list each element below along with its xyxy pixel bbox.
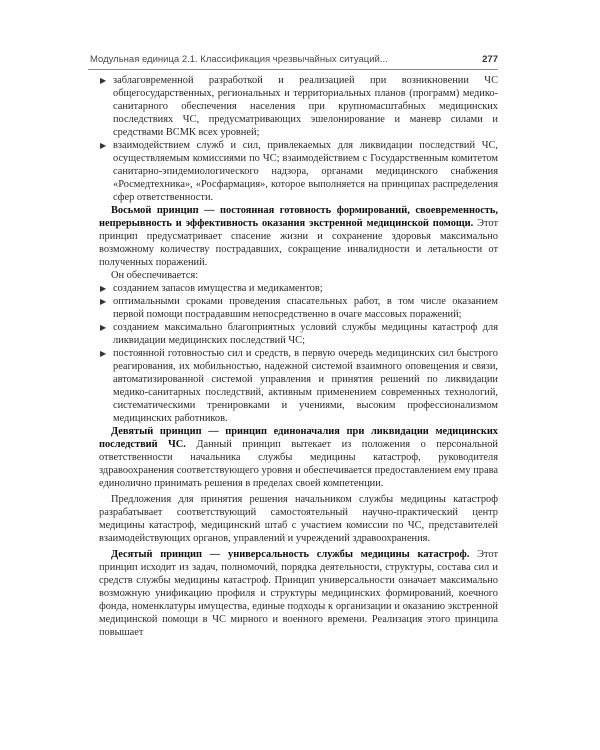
bullet-list-1 (99, 74, 498, 204)
provided-by-line: Он обеспечивается: (111, 270, 199, 281)
principle-10-heading: Десятый принцип — универсальность службы медицины катастроф. (111, 549, 470, 560)
header-rule (88, 69, 498, 70)
list-item: ▶ созданием запасов имущества и медикаментов; (100, 283, 323, 294)
list-item: ▶ оптимальными сроками проведения спасательных работ, в том числе оказанием первой помощи пострадавшим непосредственно в очаге массовых поражений; (100, 296, 498, 320)
bullet-arrow-icon: ▶ (100, 323, 107, 332)
bullet-arrow-icon: ▶ (100, 297, 107, 306)
list-item: ▶ созданием максимально благоприятных условий службы медицины катастроф для ликвидации медицинских последствий ЧС; (100, 322, 498, 346)
paragraph-principle-10: Десятый принцип — универсальность службы медицины катастроф. Этот принцип исходит из задач, полномочий, порядка деятельности, структуры, состава сил и средств службы медицины катастроф. Принцип универсальности означает максимально возможную унификацию профиля и структуры медицинских формирований, коечного фонда, номенклатуры имущества, единые подходы к организации и оказанию экстренной медицинской помощи в ЧС мирного и военного времени. Реализация этого принципа повышает (99, 549, 498, 638)
bullet-arrow-icon: ▶ (100, 284, 107, 293)
list-item: ▶ постоянной готовностью сил и средств, в первую очередь медицинских сил быстрого реагирования, их мобильностью, надежной системой взаимного оповещения и связи, автоматизированной системой управления и принятия решений по ликвидации медико-санитарных последствий, активным применением современных технологий, систематическими тренировками и учениями, высоким профессионализмом медицинских работников. (100, 348, 498, 424)
list-item: ▶ взаимодействием служб и сил, привлекаемых для ликвидации последствий ЧС, осуществляемым комиссиями по ЧС; взаимодействием с Государственным комитетом санитарно-эпидемиологического надзора, органами медицинского снабжения «Росмедтехника», «Росфармация», которое выполняется на принципах распределения сфер ответственности. (100, 140, 498, 203)
bullet-arrow-icon: ▶ (100, 141, 107, 150)
paragraph-principle-9: Девятый принцип — принцип единоначалия при ликвидации медицинских последствий ЧС. Данный принцип вытекает из положения о персональной ответственности начальника службы медицины катастроф, руководителя здравоохранения соответствующего уровня и обеспечивается предоставлением ему права единолично принимать решения в пределах своей компетенции. (99, 426, 498, 489)
bullet-arrow-icon: ▶ (100, 349, 107, 358)
list-item: ▶ заблаговременной разработкой и реализацией при возникновении ЧС общегосударственных, региональных и территориальных планов (программ) медико-санитарного обеспечения населения при крупномасштабных медицинских последствиях ЧС, предусматривающих эшелонирование и маневр силами и средствами ВСМК всех уровней; (100, 75, 498, 138)
principle-8-heading: Восьмой принцип — постоянная готовность формирований, своевременность, непрерывность и эффективность оказания экстренной медицинской помощи. (99, 205, 498, 229)
running-header-title: Модульная единица 2.1. Классификация чрезвычайных ситуаций... (90, 54, 388, 65)
paragraph-proposals: Предложения для принятия решения начальником службы медицины катастроф разрабатывает соответствующий самостоятельный научно-практический центр медицины катастроф, медицинский штаб с участием комиссии по ЧС, представителей взаимодействующих органов, управлений и учреждений здравоохранения. (99, 494, 498, 544)
principle-9-heading: Девятый принцип — принцип единоначалия при ликвидации медицинских последствий ЧС. (99, 426, 498, 450)
bullet-list-2 (99, 282, 498, 425)
body-text (99, 74, 498, 639)
page-number: 277 (482, 54, 498, 65)
bullet-arrow-icon: ▶ (100, 76, 107, 85)
running-header (88, 54, 498, 70)
paragraph-principle-8: Восьмой принцип — постоянная готовность формирований, своевременность, непрерывность и эффективность оказания экстренной медицинской помощи. Этот принцип предусматривает спасение жизни и сохранение здоровья максимально возможному количеству пострадавших, сокращение инвалидности и летальности от полученных поражений. (99, 205, 498, 268)
